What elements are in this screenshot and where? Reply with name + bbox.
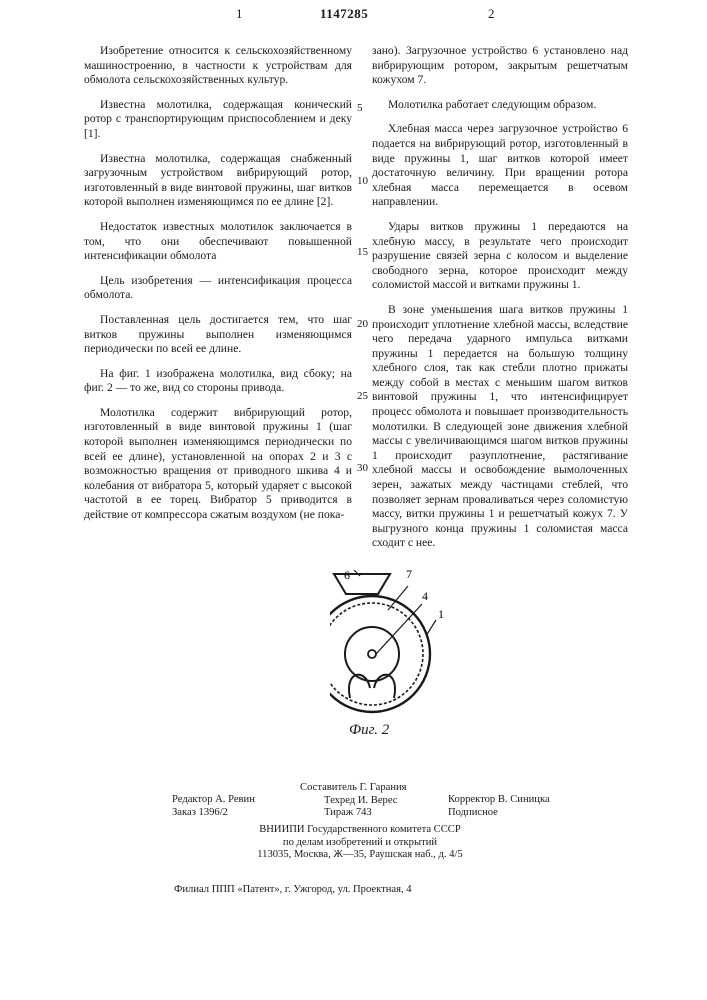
paragraph: Молотилка работает следующим образом.: [372, 98, 628, 113]
editor-line: Редактор А. Ревин: [172, 794, 255, 807]
imprint-right: [448, 794, 550, 819]
paragraph: Цель изобретения — интенсификация процесса обмолота.: [84, 274, 352, 303]
page-number-right: 2: [488, 6, 495, 22]
org-line: ВНИИПИ Государственного комитета СССР: [195, 824, 525, 837]
paragraph: Недостаток известных молотилок заключается в том, что они обеспечивают повышенной интенсификации обмолота: [84, 220, 352, 264]
paragraph: В зоне уменьшения шага витков пружины 1 происходит уплотнение хлебной массы, вследствие чего передача ударного импульса витками пружины 1 передается на большую толщину хлебного слоя, так как стебли плотно прижаты между собой в местах с меньшим шагом витков винтовой пружины 1, что интенсифицирует процесс обмолота и повышает производительность молотилки. В следующей зоне движения хлебной массы с увеличивающимся шагом витков пружины 1 происходит разуплотнение, растягивание хлебной массы и освобождение вымолоченных зерен, зажатых между частицами стеблей, что позволяет зернам проваливаться через соломистую массу, витки пружины 1 и решетчатый кожух 7. У выгрузного конца пружины 1 соломистая масса сходит с нее.: [372, 303, 628, 551]
dept-line: по делам изобретений и открытий: [195, 837, 525, 850]
signed-line: Подписное: [448, 807, 550, 820]
figure-label: 1: [438, 607, 444, 621]
shaft-hub: [368, 650, 376, 658]
page-number-left: 1: [236, 6, 243, 22]
figure-caption: Фиг. 2: [349, 722, 389, 739]
print-run-line: Тираж 743: [300, 807, 407, 820]
patent-number: 1147285: [320, 6, 368, 22]
corrector-line: Корректор В. Синицка: [448, 794, 550, 807]
paragraph: Поставленная цель достигается тем, что шаг витков пружины выполнен изменяющимся периодически по всей ее длине.: [84, 313, 352, 357]
line-number: 30: [357, 462, 368, 474]
figure-2-drawing: [330, 570, 470, 718]
address-line: 113035, Москва, Ж—35, Раушская наб., д. 4/5: [195, 849, 525, 862]
left-column: [84, 44, 352, 533]
line-number: 15: [357, 246, 368, 258]
techred-line: Техред И. Верес: [300, 795, 407, 808]
branch-line: Филиал ППП «Патент», г. Ужгород, ул. Проектная, 4: [174, 884, 412, 895]
figure-label: 7: [406, 570, 412, 581]
compiler-line: Составитель Г. Гарания: [300, 782, 407, 795]
paragraph: Известна молотилка, содержащая конический ротор с транспортирующим приспособлением и деку [1].: [84, 98, 352, 142]
right-column: [372, 44, 628, 561]
hopper-shape: [334, 574, 390, 594]
figure-label: 6: [344, 570, 350, 582]
imprint-left: [172, 794, 255, 819]
paragraph: Молотилка содержит вибрирующий ротор, изготовленный в виде винтовой пружины 1 (шаг которой выполнен изменяющимся периодически по всей ее длине), установленной на опорах 2 и 3 с возможностью вращения от приводного шкива 4 и колебания от вибратора 5, который ударяет с высокой частотой в ее торец. Вибратор 5 приводится в действие от компрессора сжатым воздухом (не пока-: [84, 406, 352, 523]
imprint-middle: [300, 782, 407, 820]
line-number: 20: [357, 318, 368, 330]
publisher-footer: [195, 824, 525, 862]
figure-label: 4: [422, 589, 428, 603]
order-line: Заказ 1396/2: [172, 807, 255, 820]
paragraph: Известна молотилка, содержащая снабженный загрузочным устройством вибрирующий ротор, изготовленный в виде винтовой пружины, шаг витков которой выполнен изменяющимся по ее длине [2].: [84, 152, 352, 210]
paragraph: Изобретение относится к сельскохозяйственному машиностроению, в частности к устройствам для обмолота сельскохозяйственных культур.: [84, 44, 352, 88]
line-number: 25: [357, 390, 368, 402]
paragraph: На фиг. 1 изображена молотилка, вид сбоку; на фиг. 2 — то же, вид со стороны привода.: [84, 367, 352, 396]
paragraph: Хлебная масса через загрузочное устройство 6 подается на вибрирующий ротор, изготовленный в виде пружины 1, шаг витков которой имеет достаточную величину. При вращении ротора хлебная масса перемещается в осевом направлении.: [372, 122, 628, 210]
paragraph: Удары витков пружины 1 передаются на хлебную массу, в результате чего происходит разрушение связей зерна с колосом и выделение свободного зерна, которое происходит между соломистой массой и витками пружины 1.: [372, 220, 628, 293]
paragraph: зано). Загрузочное устройство 6 установлено над вибрирующим ротором, закрытым решетчатым кожухом 7.: [372, 44, 628, 88]
line-number: 10: [357, 175, 368, 187]
line-number: 5: [357, 102, 363, 114]
leader-line-1: [426, 620, 436, 636]
